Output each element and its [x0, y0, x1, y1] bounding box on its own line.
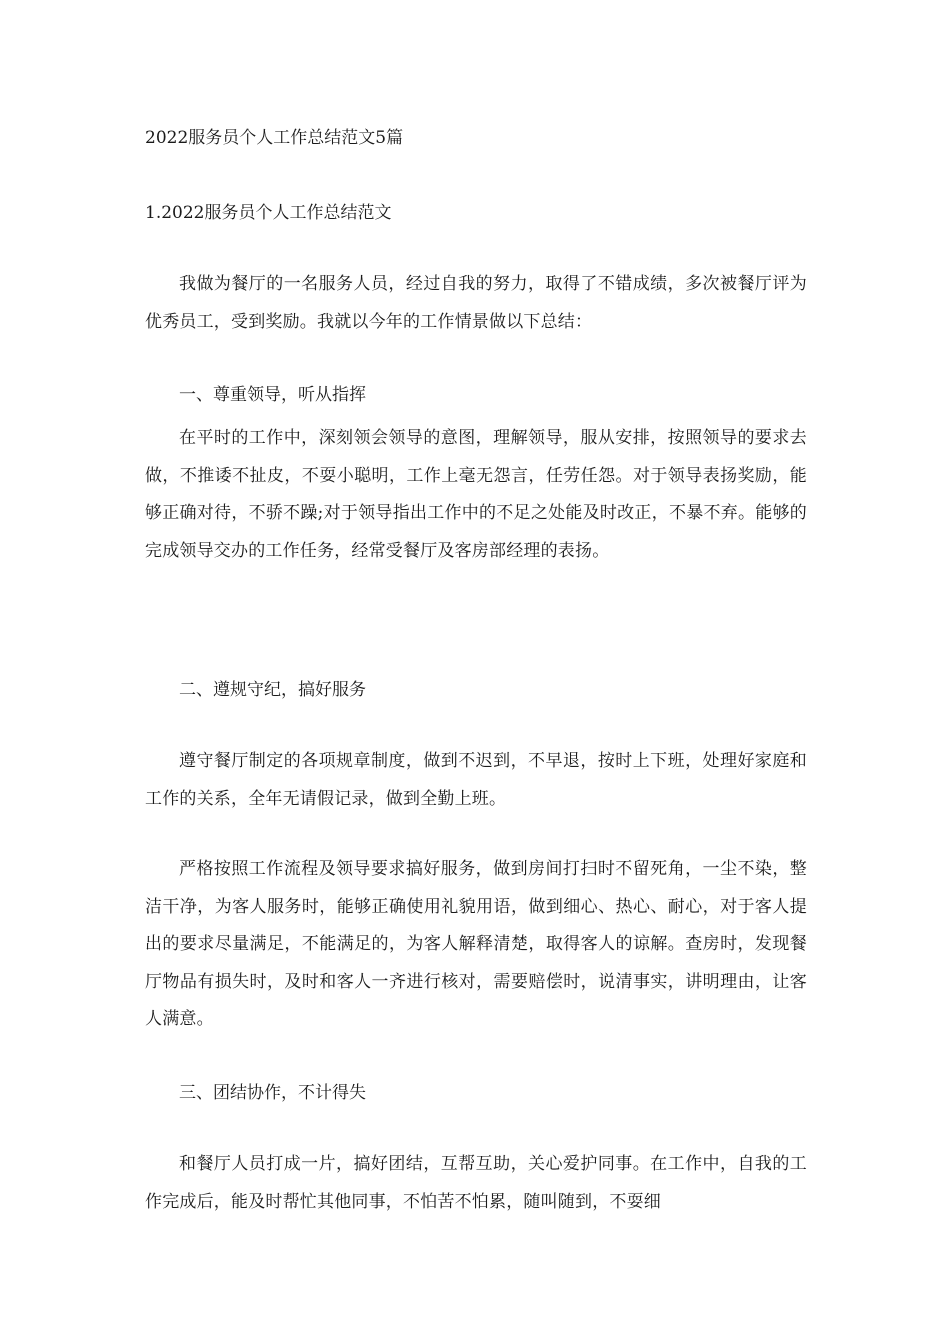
section-3-paragraph: 和餐厅人员打成一片，搞好团结，互帮互助，关心爱护同事。在工作中，自我的工作完成后，能及时帮忙其他同事，不怕苦不怕累，随叫随到，不耍细 [145, 1154, 807, 1212]
section-1-paragraph: 在平时的工作中，深刻领会领导的意图，理解领导，服从安排，按照领导的要求去做，不推诿不扯皮，不耍小聪明，工作上毫无怨言，任劳任怨。对于领导表扬奖励，能够正确对待，不骄不躁;对于领导指出工作中的不足之处能及时改正，不暴不弃。能够的完成领导交办的工作任务，经常受餐厅及客房部经理的表扬。 [145, 428, 807, 561]
section-1-heading: 一、尊重领导，听从指挥 [179, 385, 366, 405]
section-3-heading: 三、团结协作，不计得失 [179, 1083, 366, 1103]
document-subtitle: 1.2022服务员个人工作总结范文 [145, 203, 392, 223]
section-2-paragraph-1: 遵守餐厅制定的各项规章制度，做到不迟到，不早退，按时上下班，处理好家庭和工作的关系，全年无请假记录，做到全勤上班。 [145, 751, 807, 809]
section-2-paragraph-2: 严格按照工作流程及领导要求搞好服务，做到房间打扫时不留死角，一尘不染，整洁干净，为客人服务时，能够正确使用礼貌用语，做到细心、热心、耐心，对于客人提出的要求尽量满足，不能满足的，为客人解释清楚，取得客人的谅解。查房时，发现餐厅物品有损失时，及时和客人一齐进行核对，需要赔偿时，说清事实，讲明理由，让客人满意。 [145, 859, 807, 1029]
document-title: 2022服务员个人工作总结范文5篇 [145, 128, 404, 148]
intro-paragraph: 我做为餐厅的一名服务人员，经过自我的努力，取得了不错成绩，多次被餐厅评为优秀员工，受到奖励。我就以今年的工作情景做以下总结： [145, 274, 807, 332]
section-2-heading: 二、遵规守纪，搞好服务 [179, 680, 366, 700]
